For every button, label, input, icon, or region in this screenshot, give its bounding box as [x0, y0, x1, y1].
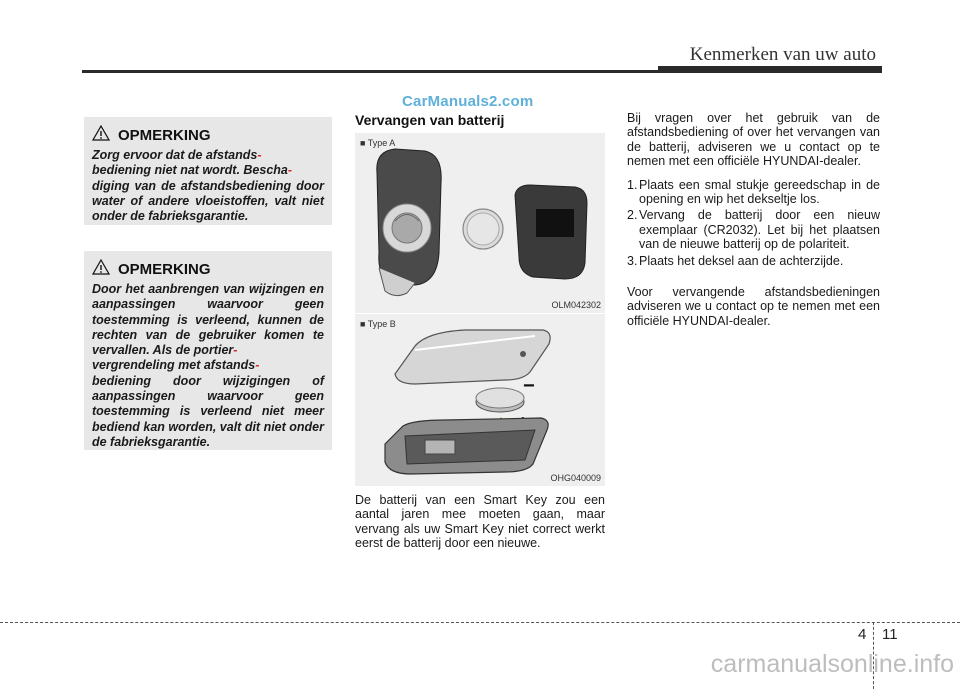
page-chapter: 4 — [858, 626, 867, 643]
right-column — [627, 111, 880, 337]
header-rule — [82, 70, 882, 73]
outro-paragraph: Voor vervangende afstandsbedieningen adviseren we u contact op te nemen met een officiële HYUNDAI-dealer. — [627, 285, 880, 328]
figure-code: OLM042302 — [551, 300, 601, 310]
list-item: 2. Vervang de batterij door een nieuw exemplaar (CR2032). Let bij het plaatsen van de nieuwe batterij op de polariteit. — [627, 208, 880, 252]
figure-code: OHG040009 — [550, 473, 601, 483]
note-box-modifications — [84, 251, 332, 450]
figure-label: ■ Type A — [360, 138, 396, 148]
note-title: OPMERKING — [118, 261, 211, 278]
note-title: OPMERKING — [118, 127, 211, 144]
watermark-bottom: carmanualsonline.info — [710, 650, 954, 678]
page-number: 11 — [882, 626, 898, 643]
note-text: Door het aanbrengen van wijzingen en aanpassingen waarvoor geen toestemming is verleend, kunnen de rechten van de gebruiker komen te vervallen. Als de portier- vergrendeling met afstands- bediening door wijzigingen of aanpassingen waarvoor geen toestemming is verleend niet meer bediend kan worden, valt dit niet onder de fabrieksgarantie. — [92, 282, 324, 449]
figure-label: ■ Type B — [360, 319, 396, 329]
warning-icon — [92, 125, 110, 146]
figure-type-b — [355, 313, 605, 486]
list-item: 1. Plaats een smal stukje gereedschap in de opening en wip het dekseltje los. — [627, 177, 880, 207]
warning-icon — [92, 259, 110, 280]
header-title: Kenmerken van uw auto — [689, 44, 876, 65]
watermark-top: CarManuals2.com — [402, 93, 534, 110]
footer-rule — [0, 622, 960, 623]
section-body: De batterij van een Smart Key zou een aantal jaren mee moeten gaan, maar vervang als uw Smart Key niet correct werkt eerst de batterij door een nieuwe. — [355, 493, 605, 551]
minus-sign: − — [523, 375, 535, 397]
key-type-a-illustration — [355, 133, 605, 313]
note-box-water — [84, 117, 332, 225]
key-type-b-illustration — [355, 314, 605, 486]
intro-paragraph: Bij vragen over het gebruik van de afstandsbediening of over het vervangen van de batterij, adviseren we u contact op te nemen met een officiële HYUNDAI-dealer. — [627, 111, 880, 169]
list-item: 3. Plaats het deksel aan de achterzijde. — [627, 253, 844, 268]
steps-list — [627, 178, 880, 268]
figure-type-a — [355, 133, 605, 313]
note-text: Zorg ervoor dat de afstands- bediening niet nat wordt. Bescha- diging van de afstandsbediening door water of andere vloeistoffen, valt niet onder de fabrieksgarantie. — [92, 148, 324, 224]
section-title: Vervangen van batterij — [355, 112, 505, 128]
